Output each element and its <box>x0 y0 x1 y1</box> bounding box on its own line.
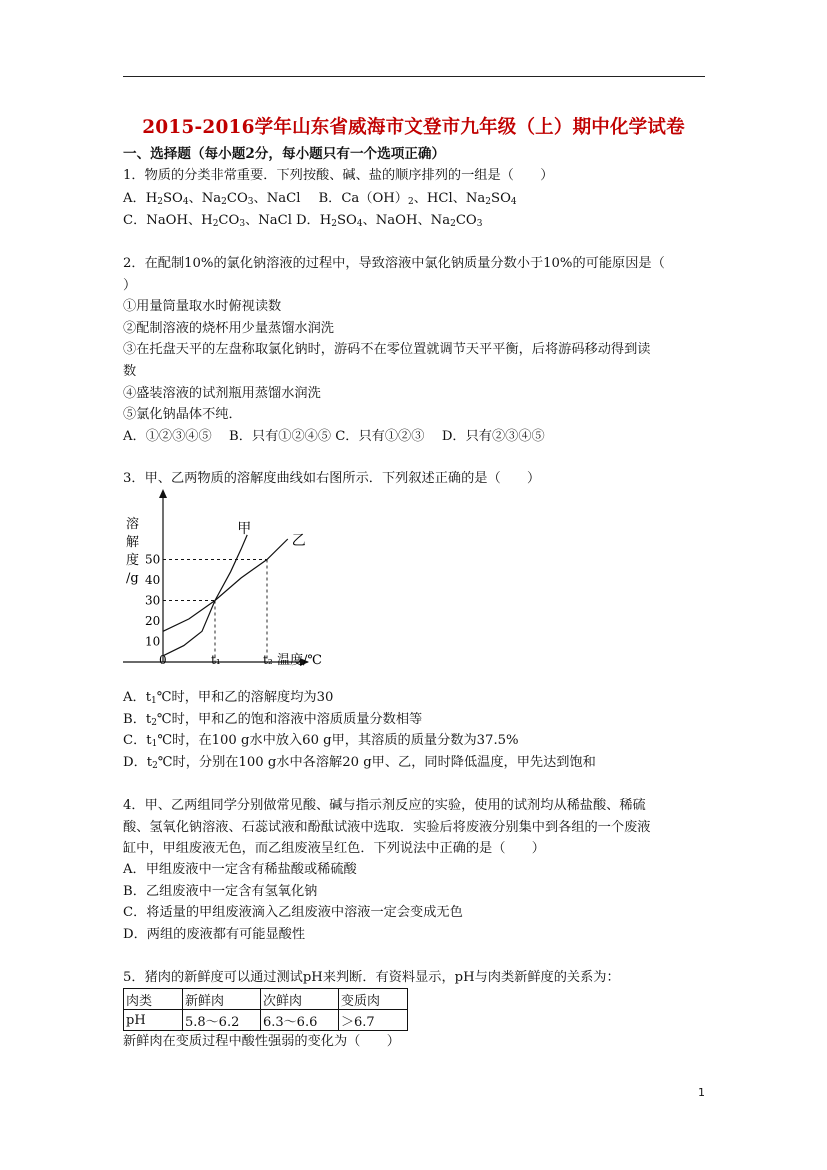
q5-followup: 新鲜肉在变质过程中酸性强弱的变化为（ ） <box>123 1034 400 1049</box>
x-tick-label: t₁ <box>211 653 221 667</box>
freshness-table <box>123 988 408 1031</box>
q2-item: ①用量筒量取水时俯视读数 <box>123 299 282 314</box>
y-tick-label: 40 <box>145 573 161 587</box>
q5-stem: 5．猪肉的新鲜度可以通过测试pH来判断．有资料显示，pH与肉类新鲜度的关系为： <box>123 970 620 985</box>
q1-stem: 1．物质的分类非常重要．下列按酸、碱、盐的顺序排列的一组是（ ） <box>123 168 554 183</box>
table-cell: 新鲜肉 <box>183 989 261 1010</box>
page-number: 1 <box>698 1086 705 1099</box>
q3-option-a: A．$t_1℃$时，甲和乙的溶解度均为30 <box>123 690 334 706</box>
q4-line: 缸中，甲组废液无色，而乙组废液呈红色．下列说法中正确的是（ ） <box>123 841 545 856</box>
y-axis-label-char: /g <box>126 571 139 586</box>
q3-option-c: C．$t_1℃$时，在100 g水中放入60 g甲，其溶质的质量分数为37.5% <box>123 733 519 749</box>
section-heading: 一、选择题（每小题2分，每小题只有一个选项正确） <box>123 146 446 162</box>
q3-option-d: D．$t_2℃$时，分别在100 g水中各溶解20 g甲、乙，同时降低温度，甲先达到饱和 <box>123 755 596 771</box>
q1-options-cd: C．NaOH、$H_2CO_3$、NaCl D．$H_2SO_4$、NaOH、$Na_2CO_3$ <box>123 213 483 229</box>
q1-options-ab: A．$H_2SO_4$、$Na_2CO_3$、NaCl B．$Ca(OH)_2$、HCl、$Na_2SO_4$ <box>123 191 517 207</box>
y-axis-label-char: 度 <box>126 553 140 568</box>
q4-option-c: C．将适量的甲组废液滴入乙组废液中溶液一定会变成无色 <box>123 905 463 920</box>
solubility-chart <box>123 488 322 668</box>
q2-item: 数 <box>123 364 137 379</box>
series-label: 乙 <box>291 533 306 549</box>
series-line-jia <box>163 535 247 656</box>
q2-item: ④盛装溶液的试剂瓶用蒸馏水润洗 <box>123 386 321 401</box>
x-tick-label: 0 <box>159 653 167 667</box>
series-label: 甲 <box>237 520 252 537</box>
y-tick-label: 10 <box>145 634 161 649</box>
page-title: 2015-2016学年山东省威海市文登市九年级（上）期中化学试卷 <box>142 117 685 138</box>
q2-item: ③在托盘天平的左盘称取氯化钠时，游码不在零位置就调节天平平衡，后将游码移动得到读 <box>123 342 651 357</box>
table-cell: 变质肉 <box>339 989 408 1010</box>
table-cell: pH <box>124 1010 183 1031</box>
q4-option-a: A．甲组废液中一定含有稀盐酸或稀硫酸 <box>123 862 357 877</box>
q2-item: ⑤氯化钠晶体不纯． <box>123 407 242 422</box>
y-axis-label-char: 解 <box>126 535 140 550</box>
q2-options: A．①②③④⑤ B．只有①②④⑤ C．只有①②③ D．只有②③④⑤ <box>123 429 545 444</box>
q2-stem-line1: 2．在配制10%的氯化钠溶液的过程中，导致溶液中氯化钠质量分数小于10%的可能原因是（ <box>123 256 665 271</box>
y-tick-label: 20 <box>145 614 161 628</box>
table-row <box>124 1010 408 1031</box>
table-cell: 肉类 <box>124 989 183 1010</box>
q4-option-b: B．乙组废液中一定含有氢氧化钠 <box>123 884 318 899</box>
x-axis-label: 温度/℃ <box>277 653 322 668</box>
q2-stem-line2: ） <box>123 278 137 293</box>
header-rule <box>123 76 705 77</box>
series-line-yi <box>163 539 288 631</box>
q4-line: 4．甲、乙两组同学分别做常见酸、碱与指示剂反应的实验，使用的试剂均从稀盐酸、稀硫 <box>123 798 646 813</box>
table-row <box>124 989 408 1010</box>
y-tick-label: 30 <box>145 593 161 608</box>
q4-line: 酸、氢氧化钠溶液、石蕊试液和酚酞试液中选取．实验后将废液分别集中到各组的一个废液 <box>123 820 651 835</box>
table-cell: ＞6.7 <box>339 1010 408 1031</box>
table-cell: 次鲜肉 <box>261 989 339 1010</box>
y-tick-label: 50 <box>145 552 161 567</box>
table-cell: 5.8～6.2 <box>183 1010 261 1031</box>
x-tick-label: t₂ <box>263 653 273 667</box>
q2-item: ②配制溶液的烧杯用少量蒸馏水润洗 <box>123 321 334 336</box>
table-cell: 6.3～6.6 <box>261 1010 339 1031</box>
y-axis-arrow-icon <box>159 489 167 498</box>
q3-stem: 3．甲、乙两物质的溶解度曲线如右图所示．下列叙述正确的是（ ） <box>123 471 541 486</box>
q4-option-d: D．两组的废液都有可能显酸性 <box>123 927 306 942</box>
q3-option-b: B．$t_2℃$时，甲和乙的饱和溶液中溶质质量分数相等 <box>123 712 423 728</box>
y-axis-label-char: 溶 <box>126 517 140 532</box>
